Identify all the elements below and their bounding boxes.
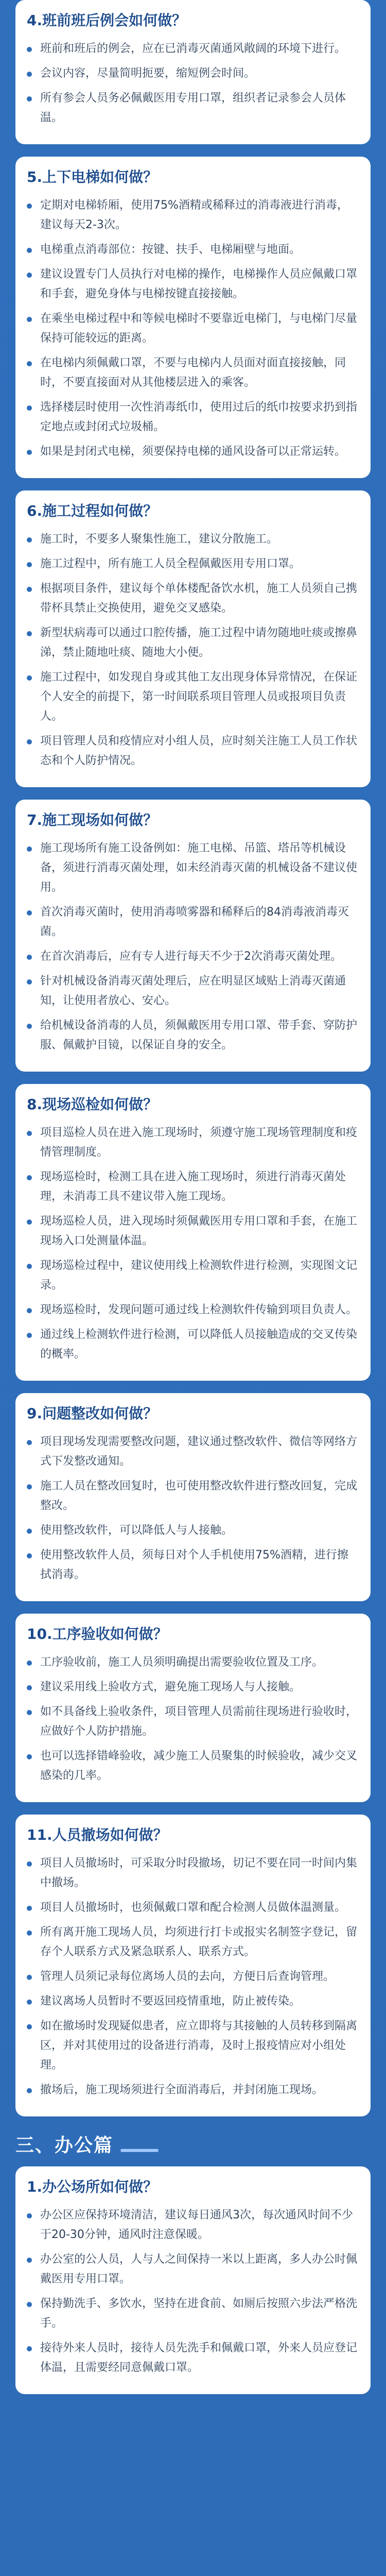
section-title: 5.上下电梯如何做？ (27, 168, 158, 185)
bullet-dot-icon (27, 1219, 32, 1225)
list-item (27, 668, 359, 726)
list-item (27, 1677, 359, 1697)
list-item-text: 也可以选择错峰验收，减少施工人员聚集的时候验收，减少交叉感染的几率。 (40, 1750, 358, 1782)
section-title: 7.施工现场如何做？ (27, 811, 158, 828)
list-item-text: 首次消毒灭菌时，使用消毒喷雾器和稀释后的84消毒液消毒灭菌。 (40, 906, 349, 938)
part-header (15, 2131, 371, 2157)
list-item (27, 1325, 359, 1364)
list-item-text: 工序验收前，施工人员须明确提出需要验收位置及工序。 (40, 1656, 324, 1669)
bullet-dot-icon (27, 846, 32, 852)
section-card (15, 157, 371, 478)
list-item-text: 如在撤场时发现疑似患者，应立即将与其接触的人员转移到隔离区，并对其使用过的设备进行消毒，及时上报疫情应对小组处理。 (40, 2020, 358, 2072)
list-item-text: 施工过程中，所有施工人员全程佩戴医用专用口罩。 (40, 557, 301, 570)
list-item-text: 所有参会人员务必佩戴医用专用口罩，组织者记录参会人员体温。 (40, 92, 346, 124)
section-title: 8.现场巡检如何做？ (27, 1096, 158, 1113)
list-item (27, 2294, 359, 2333)
list-item (27, 1477, 359, 1516)
list-item-text: 建议离场人员暂时不要返回疫情重地，防止被传染。 (40, 1995, 301, 2008)
bullet-dot-icon (27, 1024, 32, 1029)
list-item-text: 会议内容，尽量简明扼要，缩短例会时间。 (40, 67, 256, 80)
bullet-dot-icon (27, 450, 32, 455)
list-item-text: 办公区应保持环境清洁，建议每日通风3次，每次通风时间不少于20-30分钟，通风时注意保暖。 (40, 2209, 353, 2241)
bullet-dot-icon (27, 248, 32, 253)
bullet-dot-icon (27, 1754, 32, 1759)
section-group-office (15, 2166, 371, 2394)
list-item-text: 现场巡检时，检测工具在进入施工现场时，须进行消毒灭菌处理，未消毒工具不建议带入施工现场。 (40, 1171, 346, 1203)
bullet-dot-icon (27, 317, 32, 322)
list-item (27, 89, 359, 128)
list-item-text: 保持勤洗手、多饮水，坚持在进食前、如厕后按照六步法严格洗手。 (40, 2297, 358, 2330)
list-item (27, 2016, 359, 2075)
list-item (27, 903, 359, 942)
bullet-dot-icon (27, 2346, 32, 2351)
bullet-dot-icon (27, 2258, 32, 2263)
bullet-dot-icon (27, 2213, 32, 2218)
part-title-underline (120, 2149, 159, 2152)
list-item (27, 1747, 359, 1786)
section-list (27, 2206, 359, 2378)
bullet-dot-icon (27, 361, 32, 366)
list-item (27, 554, 359, 574)
section-list (27, 1653, 359, 1786)
bullet-dot-icon (27, 1529, 32, 1534)
list-item (27, 1016, 359, 1055)
section-list (27, 1854, 359, 2100)
list-item (27, 1256, 359, 1295)
list-item (27, 1967, 359, 1987)
list-item (27, 398, 359, 437)
list-item (27, 2338, 359, 2378)
list-item (27, 1923, 359, 1962)
bullet-dot-icon (27, 1553, 32, 1558)
section-title: 4.班前班后例会如何做？ (27, 12, 187, 29)
list-item-text: 使用整改软件人员，须每日对个人手机使用75%酒精，进行擦拭消毒。 (40, 1549, 348, 1581)
list-item-text: 接待外来人员时，接待人员先洗手和佩戴口罩，外来人员应登记体温，且需要经同意佩戴口罩。 (40, 2342, 358, 2374)
part-title: 三、办公篇 (15, 2135, 114, 2156)
list-item-text: 选择楼层时使用一次性消毒纸巾，使用过后的纸巾按要求扔到指定地点或封闭式垃圾桶。 (40, 401, 358, 433)
bullet-dot-icon (27, 1685, 32, 1690)
bullet-dot-icon (27, 1930, 32, 1936)
bullet-dot-icon (27, 1333, 32, 1338)
list-item-text: 施工过程中，如发现自身或其他工友出现身体异常情况，在保证个人安全的前提下，第一时间联系项目管理人员或报项目负责人。 (40, 671, 358, 723)
list-item (27, 1123, 359, 1162)
list-item-text: 项目人员撤场时，也须佩戴口罩和配合检测人员做体温测量。 (40, 1901, 346, 1914)
list-item (27, 1521, 359, 1540)
list-item (27, 309, 359, 348)
section-list (27, 39, 359, 128)
section-list (27, 839, 359, 1055)
bullet-dot-icon (27, 1484, 32, 1489)
list-item-text: 根据项目条件，建议每个单体楼配备饮水机，施工人员须自己携带杯具禁止交换使用，避免交叉感染。 (40, 582, 358, 615)
bullet-dot-icon (27, 562, 32, 567)
bullet-dot-icon (27, 587, 32, 592)
list-item-text: 管理人员须记录每位离场人员的去向，方便日后查询管理。 (40, 1970, 335, 1983)
bullet-dot-icon (27, 1660, 32, 1666)
list-item-text: 在电梯内须佩戴口罩，不要与电梯内人员面对面直接接触，同时，不要直接面对从其他楼层进入的乘客。 (40, 357, 346, 389)
bullet-dot-icon (27, 204, 32, 209)
bullet-dot-icon (27, 1710, 32, 1715)
list-item (27, 2206, 359, 2245)
bullet-dot-icon (27, 1906, 32, 1911)
section-card (15, 800, 371, 1072)
list-item-text: 施工人员在整改回复时，也可使用整改软件进行整改回复，完成整改。 (40, 1480, 358, 1512)
list-item (27, 1653, 359, 1672)
bullet-dot-icon (27, 47, 32, 52)
bullet-dot-icon (27, 1308, 32, 1313)
bullet-dot-icon (27, 2088, 32, 2093)
list-item-text: 撤场后，施工现场须进行全面消毒后，并封闭施工现场。 (40, 2083, 324, 2096)
list-item (27, 1854, 359, 1893)
bullet-dot-icon (27, 1264, 32, 1269)
list-item-text: 班前和班后的例会，应在已消毒灭菌通风敞阔的环境下进行。 (40, 42, 346, 55)
list-item-text: 建议采用线上验收方式，避免施工现场人与人接触。 (40, 1681, 301, 1693)
list-item-text: 使用整改软件，可以降低人与人接触。 (40, 1524, 233, 1537)
list-item (27, 39, 359, 59)
list-item (27, 1212, 359, 1251)
bullet-dot-icon (27, 1999, 32, 2005)
list-item (27, 839, 359, 897)
section-list (27, 1432, 359, 1585)
section-title: 9.问题整改如何做？ (27, 1405, 158, 1422)
list-item-text: 现场巡检过程中，建议使用线上检测软件进行检测，实现图文记录。 (40, 1259, 358, 1292)
list-item-text: 针对机械设备消毒灭菌处理后，应在明显区域贴上消毒灭菌通知，让使用者放心、安心。 (40, 975, 346, 1007)
bullet-dot-icon (27, 537, 32, 543)
bullet-dot-icon (27, 1131, 32, 1136)
list-item (27, 2080, 359, 2100)
section-list (27, 196, 359, 462)
section-card (15, 1614, 371, 1802)
list-item-text: 在乘坐电梯过程中和等候电梯时不要靠近电梯门，与电梯门尽量保持可能较远的距离。 (40, 312, 358, 345)
section-card (15, 1084, 371, 1381)
bullet-dot-icon (27, 910, 32, 916)
list-item-text: 所有离开施工现场人员，均须进行打卡或报实名制签字登记，留存个人联系方式及紧急联系人、联系方式。 (40, 1926, 358, 1958)
list-item-text: 项目现场发现需要整改问题，建议通过整改软件、微信等网络方式下发整改通知。 (40, 1435, 358, 1468)
bullet-dot-icon (27, 739, 32, 744)
list-item (27, 947, 359, 967)
list-item (27, 353, 359, 393)
list-item (27, 732, 359, 771)
list-item (27, 1167, 359, 1207)
bullet-dot-icon (27, 96, 32, 101)
list-item-text: 施工时，不要多人聚集性施工，建议分散施工。 (40, 533, 278, 546)
section-card (15, 1815, 371, 2116)
list-item (27, 265, 359, 304)
list-item-text: 项目巡检人员在进入施工现场时，须遵守施工现场管理制度和疫情管理制度。 (40, 1126, 358, 1159)
section-title: 1.办公场所如何做？ (27, 2178, 158, 2195)
list-item-text: 新型状病毒可以通过口腔传播，施工过程中请勿随地吐痰或擦鼻涕，禁止随地吐痰、随地大小便。 (40, 626, 358, 659)
section-group-construction (15, 0, 371, 2116)
bullet-dot-icon (27, 405, 32, 411)
list-item (27, 1546, 359, 1585)
list-item-text: 定期对电梯轿厢，使用75%酒精或稀释过的消毒液进行消毒，建议每天2-3次。 (40, 199, 348, 231)
list-item (27, 1300, 359, 1320)
bullet-dot-icon (27, 2024, 32, 2029)
list-item-text: 项目人员撤场时，可采取分时段撤场，切记不要在同一时间内集中撤场。 (40, 1857, 358, 1889)
list-item-text: 施工现场所有施工设备例如：施工电梯、吊篮、塔吊等机械设备，须进行消毒灭菌处理，如未经消毒灭菌的机械设备不建议使用。 (40, 842, 358, 894)
section-card (15, 490, 371, 787)
list-item-text: 建议设置专门人员执行对电梯的操作，电梯操作人员应佩戴口罩和手套，避免身体与电梯按键直接接触。 (40, 268, 358, 300)
list-item-text: 项目管理人员和疫情应对小组人员，应时刻关注施工人员工作状态和个人防护情况。 (40, 735, 358, 767)
bullet-dot-icon (27, 1975, 32, 1980)
section-title: 6.施工过程如何做？ (27, 502, 158, 519)
bullet-dot-icon (27, 72, 32, 77)
bullet-dot-icon (27, 675, 32, 681)
bullet-dot-icon (27, 955, 32, 960)
list-item (27, 240, 359, 260)
list-item (27, 442, 359, 462)
section-title: 10.工序验收如何做？ (27, 1625, 168, 1642)
list-item-text: 办公室的公人员，人与人之间保持一米以上距离，多人办公时佩戴医用专用口罩。 (40, 2253, 358, 2285)
list-item-text: 电梯重点消毒部位：按键、扶手、电梯厢壁与地面。 (40, 243, 301, 256)
section-card (15, 2166, 371, 2394)
section-card (15, 1393, 371, 1601)
list-item (27, 1898, 359, 1918)
list-item (27, 1992, 359, 2011)
list-item (27, 1432, 359, 1471)
section-list (27, 1123, 359, 1364)
bullet-dot-icon (27, 2302, 32, 2307)
list-item (27, 530, 359, 549)
list-item-text: 如不具备线上验收条件，项目管理人员需前往现场进行验收时，应做好个人防护措施。 (40, 1705, 358, 1738)
list-item-text: 通过线上检测软件进行检测，可以降低人员接触造成的交叉传染的概率。 (40, 1328, 358, 1361)
section-card (15, 0, 371, 144)
section-list (27, 530, 359, 771)
bullet-dot-icon (27, 979, 32, 985)
list-item (27, 1702, 359, 1741)
list-item (27, 64, 359, 83)
list-item-text: 在首次消毒后，应有专人进行每天不少于2次消毒灭菌处理。 (40, 950, 342, 963)
list-item (27, 623, 359, 663)
section-title: 11.人员撤场如何做？ (27, 1826, 168, 1843)
list-item-text: 给机械设备消毒的人员，须佩戴医用专用口罩、带手套、穿防护服、佩戴护目镜，以保证自身的安全。 (40, 1019, 358, 1052)
bullet-dot-icon (27, 631, 32, 636)
bullet-dot-icon (27, 1440, 32, 1445)
list-item (27, 196, 359, 235)
list-item-text: 现场巡检时，发现问题可通过线上检测软件传输到项目负责人。 (40, 1303, 358, 1316)
list-item (27, 972, 359, 1011)
bullet-dot-icon (27, 273, 32, 278)
list-item-text: 如果是封闭式电梯，须要保持电梯的通风设备可以正常运转。 (40, 445, 346, 458)
bullet-dot-icon (27, 1175, 32, 1180)
list-item (27, 2250, 359, 2289)
list-item (27, 579, 359, 618)
bullet-dot-icon (27, 1861, 32, 1867)
list-item-text: 现场巡检人员，进入现场时须佩戴医用专用口罩和手套，在施工现场入口处测量体温。 (40, 1215, 358, 1247)
